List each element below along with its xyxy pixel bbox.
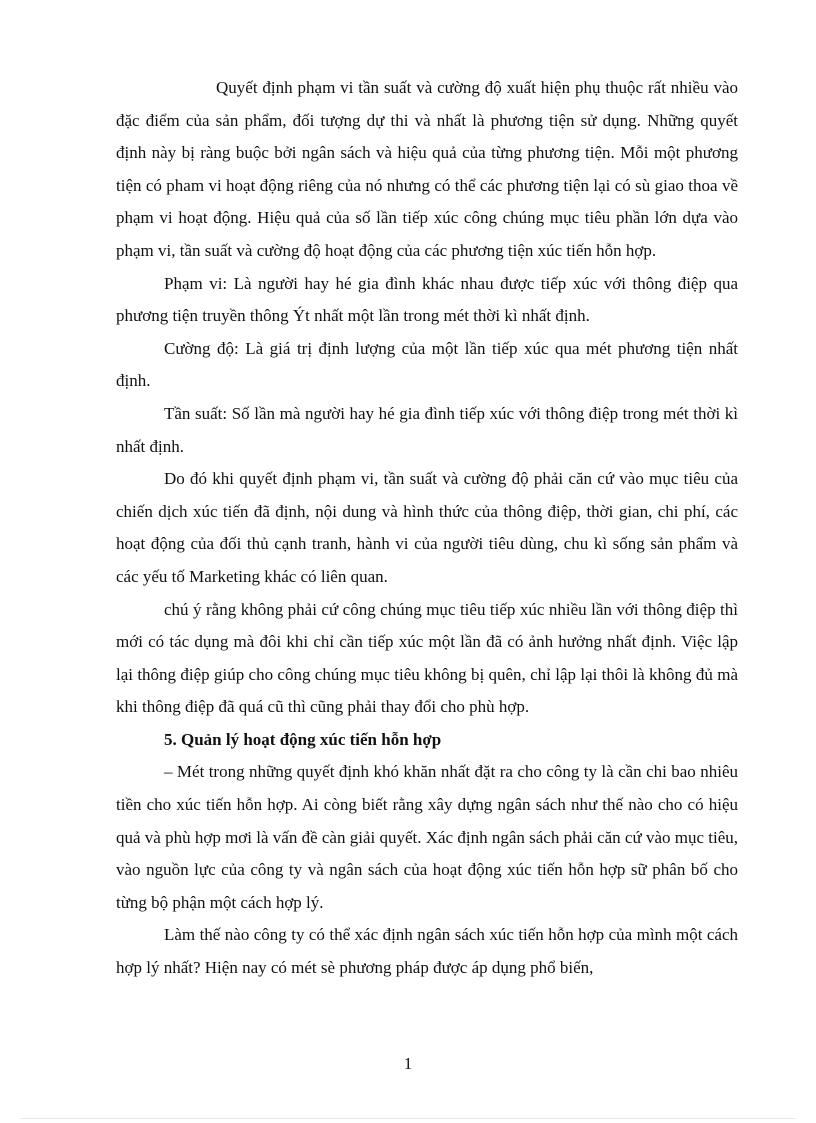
page-number: 1 [403, 1054, 413, 1073]
page-bottom-divider [20, 1118, 796, 1119]
paragraph-pham-vi: Phạm vi: Là người hay hé gia đình khác nhau được tiếp xúc với thông điệp qua phương tiện truyền thông Ýt nhất một lần trong mét thời kì nhất định. [116, 273, 738, 326]
paragraph-intro: Quyết định phạm vi tần suất và cường độ xuất hiện phụ thuộc rất nhiều vào đặc điểm của sản phẩm, đối tượng dự thi và nhất là phương tiện sử dụng. Những quyết định này bị ràng buộc bởi ngân sách và hiệu quả của từng phương tiện. Mỗi một phương tiện có pham vi hoạt động riêng của nó nhưng có thể các phương tiện lại có sù giao thoa về phạm vi hoạt động. Hiệu quả của số lần tiếp xúc công chúng mục tiêu phần lớn dựa vào phạm vi, tần suất và cường độ hoạt động của các phương tiện xúc tiến hỗn hợp. [116, 78, 738, 260]
paragraph-tan-suat: Tần suất: Số lần mà người hay hé gia đình tiếp xúc với thông điệp trong mét thời kì nhất định. [116, 403, 738, 456]
paragraph-chu-y: chú ý rằng không phải cứ công chúng mục tiêu tiếp xúc nhiều lần với thông điệp thì mới có tác dụng mà đôi khi chỉ cần tiếp xúc một lần đã có ảnh hưởng nhất định. Việc lập lại thông điệp giúp cho công chúng mục tiêu không bị quên, chỉ lập lại thôi là không đủ mà khi thông điệp đã quá cũ thì cũng phải thay đổi cho phù hợp. [116, 599, 738, 717]
paragraph-cuong-do: Cường độ: Là giá trị định lượng của một lần tiếp xúc qua mét phương tiện nhất định. [116, 338, 738, 391]
paragraph-do-do: Do đó khi quyết định phạm vi, tần suất và cường độ phải căn cứ vào mục tiêu của chiến dịch xúc tiến đã định, nội dung và hình thức của thông điệp, thời gian, chi phí, các hoạt động của đối thủ cạnh tranh, hành vi của người tiêu dùng, chu kì sống sản phẩm và các yếu tố Marketing khác có liên quan. [116, 469, 738, 586]
page-content [116, 72, 738, 985]
paragraph-ngan-sach: – Mét trong những quyết định khó khăn nhất đặt ra cho công ty là cần chi bao nhiêu tiền cho xúc tiến hỗn hợp. Ai còng biết rằng xây dựng ngân sách như thế nào cho có hiệu quả và phù hợp mơi là vấn đề càn giải quyết. Xác định ngân sách phải căn cứ vào mục tiêu, vào nguồn lực của công ty và ngân sách của hoạt động xúc tiến hỗn hợp sữ phân bố cho từng bộ phận một cách hợp lý. [116, 762, 738, 912]
paragraph-lam-the-nao: Làm thế nào công ty có thể xác định ngân sách xúc tiến hỗn hợp của mình một cách hợp lý nhất? Hiện nay có mét sè phương pháp được áp dụng phổ biến, [116, 925, 738, 978]
section-heading: 5. Quản lý hoạt động xúc tiến hỗn hợp [164, 729, 442, 749]
